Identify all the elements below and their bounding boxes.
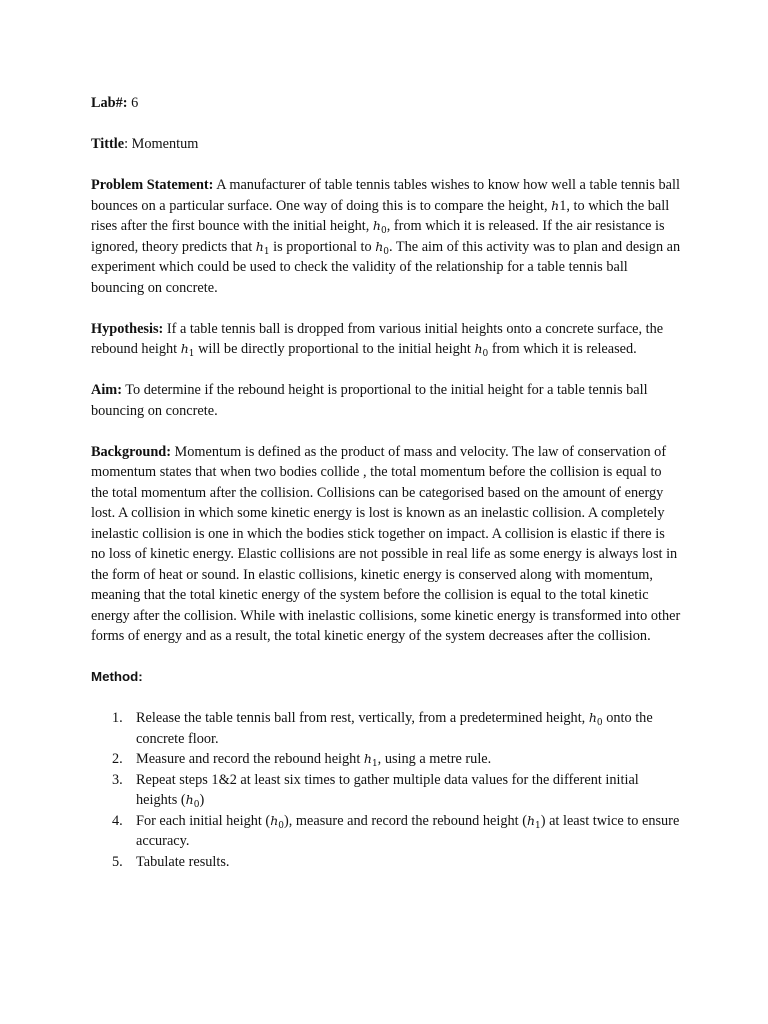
- problem-statement-text: A manufacturer of table tennis tables wishes to know how well a table tennis ball bounces on a particular surface. One way of doing this is to compare the height,: [91, 177, 680, 214]
- step-text: ) at least twice to ensure accuracy.: [136, 812, 680, 849]
- title-line: [91, 134, 681, 155]
- problem-statement-text: 1, to which the ball rises after the first bounce with the initial height,: [91, 197, 670, 234]
- math-h1: $h_1$: [363, 751, 378, 769]
- math-h0: $h_0$: [474, 341, 489, 359]
- document-page: [91, 93, 681, 872]
- step-number: 3.: [112, 771, 123, 788]
- method-heading: Method:: [91, 669, 143, 684]
- step-text: For each initial height (: [136, 812, 271, 829]
- step-number: 2.: [112, 751, 123, 767]
- title-value: : Momentum: [124, 136, 199, 152]
- lab-number-label: Lab#:: [91, 95, 128, 111]
- step-number: 5.: [112, 853, 123, 870]
- method-step: [91, 749, 681, 770]
- problem-statement-text: , from which it is released. If the air resistance is ignored, theory predicts that: [91, 218, 665, 255]
- hypothesis-text: from which it is released.: [488, 341, 637, 357]
- method-steps-list: [91, 708, 681, 872]
- hypothesis-label: Hypothesis:: [91, 320, 164, 337]
- step-number: 1.: [112, 710, 123, 726]
- background-label: Background:: [91, 443, 171, 460]
- math-h0: $h_0$: [270, 812, 284, 831]
- lab-number-line: [91, 93, 681, 114]
- math-h0: $h_0$: [375, 238, 389, 257]
- problem-statement-label: Problem Statement:: [91, 177, 214, 193]
- method-step: [91, 770, 681, 811]
- problem-statement-text: . The aim of this activity was to plan and design an experiment which could be used to check the validity of the relationship for a table tennis ball bouncing on concrete.: [91, 238, 681, 296]
- hypothesis-text: If a table tennis ball is dropped from various initial heights onto a concrete surface, the rebound height: [91, 320, 664, 357]
- step-text: ): [199, 792, 205, 808]
- problem-statement-section: [91, 175, 681, 298]
- background-section: [91, 442, 681, 647]
- math-h0: $h_0$: [588, 710, 603, 728]
- aim-label: Aim:: [91, 382, 122, 398]
- step-number: 4.: [112, 812, 123, 829]
- aim-text: To determine if the rebound height is proportional to the initial height for a table tennis ball bouncing on concrete.: [91, 382, 648, 419]
- background-text: Momentum is defined as the product of mass and velocity. The law of conservation of momentum states that when two bodies collide , the total momentum before the collision is equal to the total momentum after the collision. Collisions can be categorised based on the amount of energy lost. A collision in which some kinetic energy is lost is known as an inelastic collision. A completely inelastic collision is one in which the bodies stick together on impact. A collision is elastic if there is no loss of kinetic energy. Elastic collisions are not possible in real life as some energy is always lost in the form of heat or sound. In elastic collisions, kinetic energy is conserved along with momentum, meaning that the total kinetic energy of the system before the collision is equal to the total kinetic energy after the collision. While with inelastic collisions, some kinetic energy is transformed into other forms of energy and as a result, the total kinetic energy of the system decreases after the collision.: [91, 443, 681, 644]
- hypothesis-section: [91, 319, 681, 360]
- step-text: ), measure and record the rebound height (: [284, 812, 527, 829]
- method-step: [91, 852, 681, 873]
- step-text: Measure and record the rebound height: [136, 751, 364, 767]
- math-h1: $h_1$: [526, 812, 541, 831]
- step-text: Release the table tennis ball from rest, vertically, from a predetermined height,: [136, 710, 589, 726]
- method-step: [91, 708, 681, 749]
- step-text: , using a metre rule.: [377, 751, 492, 767]
- math-h0: $h_0$: [185, 792, 200, 810]
- problem-statement-text: is proportional to: [269, 238, 376, 255]
- hypothesis-text: will be directly proportional to the initial height: [194, 341, 475, 357]
- math-h0: $h_0$: [372, 218, 387, 236]
- math-h1: $h_1$: [180, 341, 195, 359]
- title-label: Tittle: [91, 136, 125, 152]
- lab-number-value: 6: [127, 95, 139, 111]
- aim-section: [91, 380, 681, 421]
- math-h1: $h_1$: [255, 238, 270, 257]
- step-text: onto the concrete floor.: [136, 710, 653, 747]
- step-text: Tabulate results.: [136, 853, 230, 870]
- step-text: Repeat steps 1&2 at least six times to gather multiple data values for the different initial heights (: [136, 771, 639, 808]
- math-h: h: [551, 197, 560, 213]
- method-step: [91, 811, 681, 852]
